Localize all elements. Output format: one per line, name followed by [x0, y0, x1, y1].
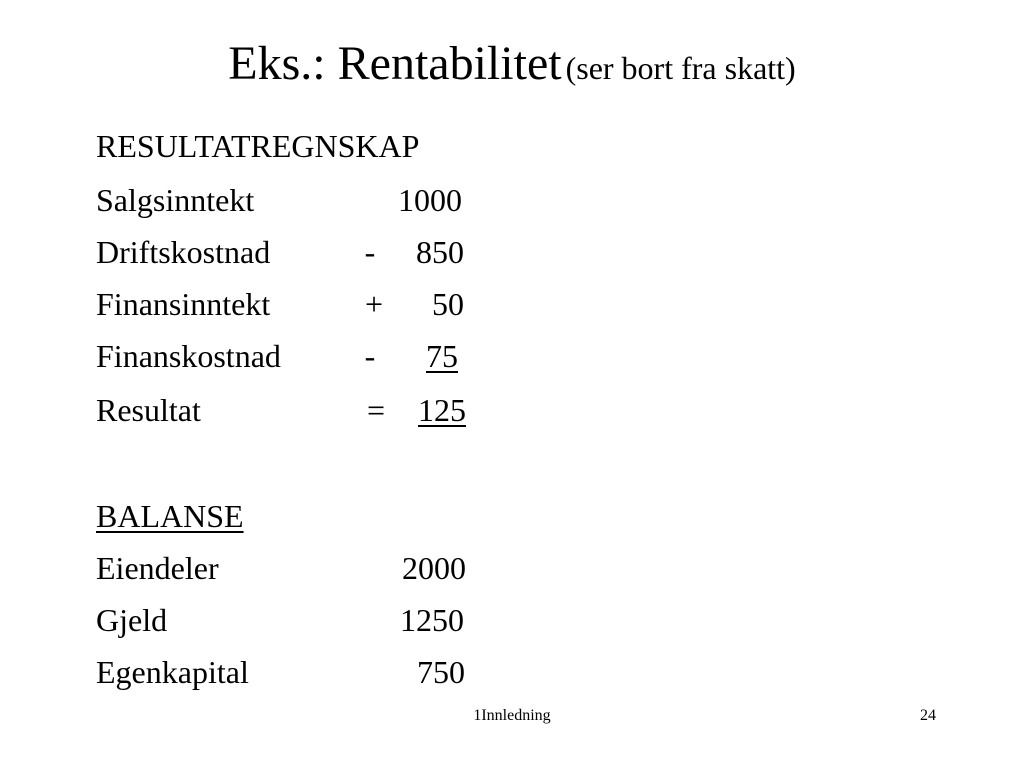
- row-op-finanskostnad: -: [364, 338, 376, 374]
- row-label-gjeld: Gjeld: [96, 602, 168, 638]
- row-label-salgsinntekt: Salgsinntekt: [96, 182, 255, 218]
- row-value-gjeld: 1250: [400, 602, 464, 638]
- row-value-resultat: 125: [418, 392, 466, 428]
- row-value-wrap-finanskostnad: [380, 340, 458, 372]
- row-op-finansinntekt: +: [364, 286, 384, 322]
- row-label-resultat: Resultat: [96, 392, 201, 428]
- row-label-finansinntekt: Finansinntekt: [96, 286, 271, 322]
- row-op-resultat: =: [366, 392, 386, 428]
- title-main: Eks.: Rentabilitet: [228, 37, 562, 90]
- balanse-heading: BALANSE: [96, 498, 244, 534]
- resultat-heading: RESULTATREGNSKAP: [96, 128, 420, 164]
- row-value-driftskostnad: 850: [416, 234, 464, 270]
- row-label-egenkapital: Egenkapital: [96, 654, 249, 690]
- row-value-eiendeler: 2000: [402, 550, 466, 586]
- row-value-salgsinntekt: 1000: [398, 182, 462, 218]
- row-value-wrap-resultat: [380, 394, 466, 426]
- row-value-finanskostnad: 75: [426, 338, 458, 374]
- slide-title: [0, 37, 1024, 90]
- footer-chapter: 1Innledning: [473, 707, 551, 724]
- row-value-egenkapital: 750: [417, 654, 465, 690]
- page-number: 24: [920, 707, 936, 724]
- title-subtitle: (ser bort fra skatt): [565, 50, 796, 86]
- row-label-eiendeler: Eiendeler: [96, 550, 219, 586]
- row-label-finanskostnad: Finanskostnad: [96, 338, 281, 374]
- row-op-driftskostnad: -: [364, 234, 376, 270]
- row-value-finansinntekt: 50: [432, 286, 464, 322]
- balanse-heading-wrap: [96, 500, 244, 532]
- row-label-driftskostnad: Driftskostnad: [96, 234, 271, 270]
